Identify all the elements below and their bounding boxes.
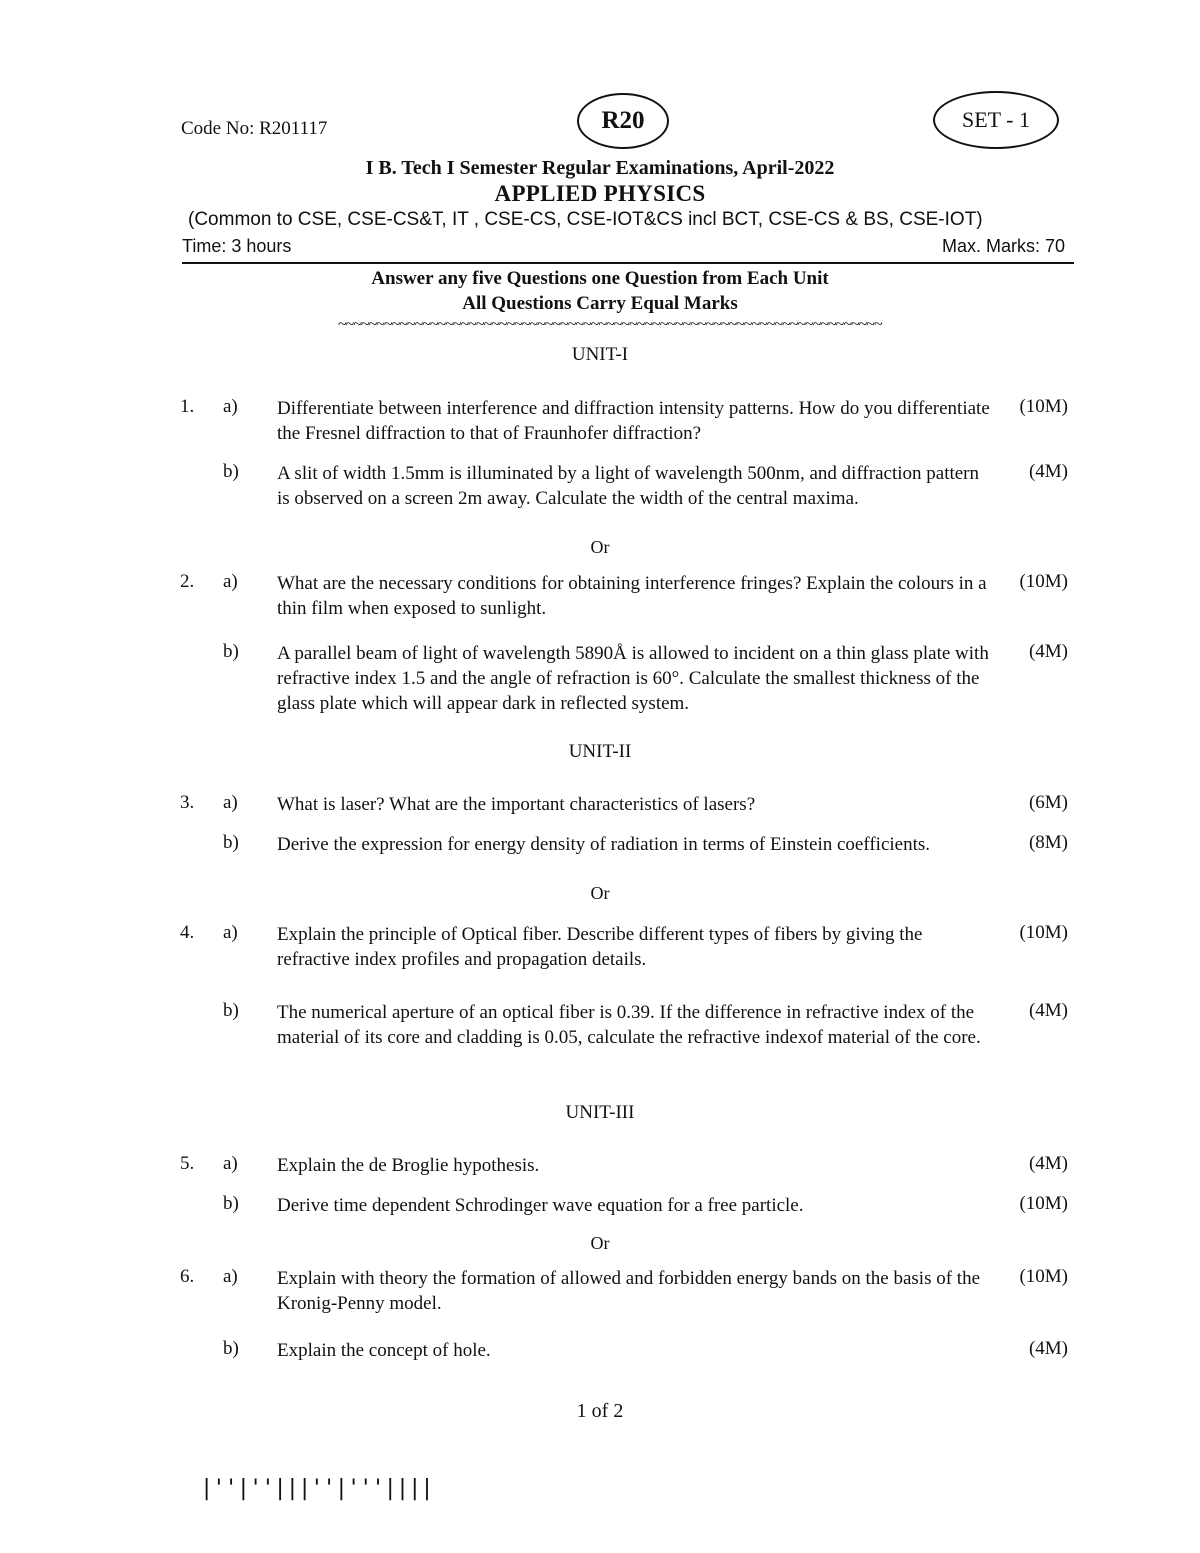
question-part-label: a) xyxy=(223,1153,238,1174)
question-marks: (6M) xyxy=(1028,792,1068,813)
header-divider xyxy=(182,262,1074,264)
common-to-line: (Common to CSE, CSE-CS&T, IT , CSE-CS, CSE-IOT&CS incl BCT, CSE-CS & BS, CSE-IOT) xyxy=(188,209,983,230)
subject-title: APPLIED PHYSICS xyxy=(494,181,706,206)
question-text: Derive the expression for energy density of radiation in terms of Einstein coefficients. xyxy=(277,834,931,855)
question-text: What is laser? What are the important characteristics of lasers? xyxy=(277,794,756,815)
question-marks: (4M) xyxy=(1028,1000,1068,1021)
or-separator: Or xyxy=(590,537,610,557)
instruction-line-2: All Questions Carry Equal Marks xyxy=(462,293,738,314)
question-number: 5. xyxy=(180,1153,195,1174)
question-text: Explain with theory the formation of allowed and forbidden energy bands on the basis of the Kronig-Penny model. xyxy=(277,1268,980,1314)
question-number: 4. xyxy=(180,922,195,943)
question-part-label: a) xyxy=(223,571,238,592)
max-marks-label: Max. Marks: 70 xyxy=(941,236,1065,256)
unit-heading: UNIT-II xyxy=(568,741,632,762)
unit-heading: UNIT-III xyxy=(565,1102,635,1123)
question-marks: (10M) xyxy=(1019,396,1068,417)
question-text: Explain the principle of Optical fiber. Describe different types of fibers by giving the refractive index profiles and propagation details. xyxy=(277,924,923,970)
question-text: A parallel beam of light of wavelength 5890Å is allowed to incident on a thin glass plate with refractive index 1.5 and the angle of refraction is 60°. Calculate the smallest thickness of the glass plate which will appear dark in reflected system. xyxy=(277,643,989,714)
question-number: 3. xyxy=(180,792,195,813)
code-number: Code No: R201117 xyxy=(181,118,328,139)
question-part-label: b) xyxy=(223,1193,239,1214)
question-marks: (10M) xyxy=(1019,571,1068,592)
question-text: What are the necessary conditions for obtaining interference fringes? Explain the colours in a thin film when exposed to sunlight. xyxy=(277,573,987,619)
question-text: Differentiate between interference and diffraction intensity patterns. How do you differentiate the Fresnel diffraction to that of Fraunhofer diffraction? xyxy=(277,398,990,444)
question-part-label: b) xyxy=(223,1338,239,1359)
barcode-text: |''|''|||''|'''|||| xyxy=(200,1476,433,1501)
question-part-label: b) xyxy=(223,461,239,482)
question-marks: (10M) xyxy=(1019,1266,1068,1287)
time-label: Time: 3 hours xyxy=(182,236,292,256)
exam-title: I B. Tech I Semester Regular Examinations, April-2022 xyxy=(365,157,835,179)
question-part-label: a) xyxy=(223,396,238,417)
question-marks: (8M) xyxy=(1028,832,1068,853)
question-marks: (4M) xyxy=(1028,1153,1068,1174)
or-separator: Or xyxy=(590,1233,610,1253)
question-part-label: b) xyxy=(223,1000,239,1021)
question-text: Explain the de Broglie hypothesis. xyxy=(277,1155,540,1176)
question-number: 2. xyxy=(180,571,195,592)
instruction-line-1: Answer any five Questions one Question from Each Unit xyxy=(371,268,829,289)
question-marks: (4M) xyxy=(1028,461,1068,482)
question-part-label: a) xyxy=(223,922,238,943)
question-text: Derive time dependent Schrodinger wave equation for a free particle. xyxy=(277,1195,804,1216)
set-badge: SET - 1 xyxy=(933,91,1059,149)
question-marks: (4M) xyxy=(1028,641,1068,662)
question-marks: (10M) xyxy=(1019,1193,1068,1214)
page-number: 1 of 2 xyxy=(576,1400,624,1422)
question-part-label: a) xyxy=(223,792,238,813)
question-marks: (10M) xyxy=(1019,922,1068,943)
question-number: 1. xyxy=(180,396,195,417)
question-part-label: b) xyxy=(223,832,239,853)
question-part-label: b) xyxy=(223,641,239,662)
regulation-badge: R20 xyxy=(577,93,669,149)
question-text: The numerical aperture of an optical fiber is 0.39. If the difference in refractive index of the material of its core and cladding is 0.05, calculate the refractive indexof material of the core. xyxy=(277,1002,981,1048)
question-text: Explain the concept of hole. xyxy=(277,1340,491,1361)
separator-line: ~~~~~~~~~~~~~~~~~~~~~~~~~~~~~~~~~~~~~~~~~~~~~~~~~~~~~~~~~~~~~~~~~~~~~~~ xyxy=(338,316,882,333)
question-part-label: a) xyxy=(223,1266,238,1287)
unit-heading: UNIT-I xyxy=(571,344,629,365)
question-marks: (4M) xyxy=(1028,1338,1068,1359)
question-number: 6. xyxy=(180,1266,195,1287)
or-separator: Or xyxy=(590,883,610,903)
question-text: A slit of width 1.5mm is illuminated by a light of wavelength 500nm, and diffraction pattern is observed on a screen 2m away. Calculate the width of the central maxima. xyxy=(277,463,980,509)
